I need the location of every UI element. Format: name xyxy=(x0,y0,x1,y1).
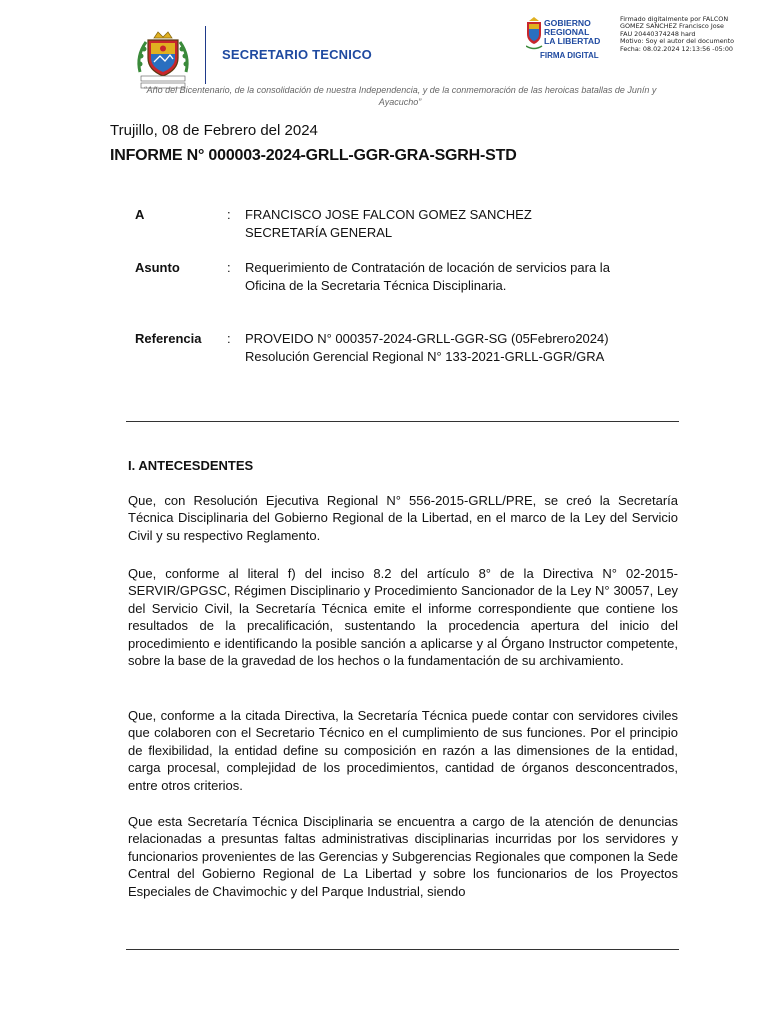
sig-line: GOMEZ SANCHEZ Francisco Jose xyxy=(620,22,724,31)
colon: : xyxy=(227,207,231,222)
reference-line: Resolución Gerencial Regional N° 133-2021-GRLL-GGR/GRA xyxy=(245,349,605,364)
reference-value xyxy=(245,330,665,366)
footer-separator-line xyxy=(126,949,679,950)
sig-logo-line3: LA LIBERTAD xyxy=(544,36,601,46)
subject-line: Requerimiento de Contratación de locación de servicios para la xyxy=(245,260,610,275)
firma-digital-label: FIRMA DIGITAL xyxy=(540,51,599,60)
sig-line: FAU 20440374248 hard xyxy=(620,29,696,38)
paragraph: Que, con Resolución Ejecutiva Regional N° 556-2015-GRLL/PRE, se creó la Secretaría Técnica Disciplinaria del Gobierno Regional de la Libertad, en el marco de la Ley del Servicio Civil y su respectivo Reglamento. xyxy=(128,493,678,543)
section-title: I. ANTECESDENTES xyxy=(128,458,254,473)
addressee-label: A xyxy=(135,207,145,222)
colon: : xyxy=(227,331,231,346)
department-title: SECRETARIO TECNICO xyxy=(222,47,372,62)
subject-value xyxy=(245,259,665,295)
digital-signature-details xyxy=(620,16,766,53)
sig-logo-line2: REGIONAL xyxy=(544,27,590,37)
subject-line: Oficina de la Secretaria Técnica Disciplinaria. xyxy=(245,278,507,293)
sig-line: Fecha: 08.02.2024 12:13:56 -05:00 xyxy=(620,44,733,53)
year-motto: “Año del Bicentenario, de la consolidación de nuestra Independencia, y de la conmemoración de las heroicas batallas de Junín y Ayacucho” xyxy=(143,85,657,107)
paragraph: Que esta Secretaría Técnica Disciplinaria se encuentra a cargo de la atención de denuncias relacionadas a presuntas faltas administrativas disciplinarias incurridas por los servidores y funcionarios provenientes de las Gerencias y Subgerencias Regionales que componen la Sede Central del Gobierno Regional de La Libertad y sobre los funcionarios de los Proyectos Especiales de Chavimochic y del Parque Industrial, siendo xyxy=(128,814,678,899)
regional-coat-of-arms-logo xyxy=(132,28,194,90)
reference-line: PROVEIDO N° 000357-2024-GRLL-GGR-SG (05Febrero2024) xyxy=(245,331,609,346)
addressee-value xyxy=(245,206,665,242)
paragraph: Que, conforme al literal f) del inciso 8.2 del artículo 8° de la Directiva N° 02-2015-SERVIR/GPGSC, Régimen Disciplinario y Procedimiento Sancionador de la Ley N° 30057, Ley del Servicio Civil, la Secretaría Técnica emite el informe correspondiente que contiene los resultados de la precalificación, sustentando la procedencia apertura del inicio del procedimiento e identificando la posible sanción a aplicarse y al Órgano Instructor competente, sobre la base de la gravedad de los hechos o la fundamentación de su archivamiento. xyxy=(128,566,678,669)
header-divider xyxy=(205,26,206,84)
sig-line: Firmado digitalmente por FALCON xyxy=(620,15,729,23)
date-line: Trujillo, 08 de Febrero del 2024 xyxy=(110,122,318,139)
addressee-office: SECRETARÍA GENERAL xyxy=(245,225,393,240)
gobierno-regional-firma-digital-logo xyxy=(526,16,618,62)
subject-label: Asunto xyxy=(135,260,180,275)
addressee-name: FRANCISCO JOSE FALCON GOMEZ SANCHEZ xyxy=(245,207,532,222)
report-title: INFORME N° 000003-2024-GRLL-GGR-GRA-SGRH-STD xyxy=(110,147,517,164)
reference-label: Referencia xyxy=(135,331,202,346)
sig-line: Motivo: Soy el autor del documento xyxy=(620,37,735,46)
header-separator-line xyxy=(126,421,679,422)
colon: : xyxy=(227,260,231,275)
paragraph: Que, conforme a la citada Directiva, la Secretaría Técnica puede contar con servidores civiles que colaboren con el Secretario Técnico en el cumplimiento de sus funciones. Por el principio de flexibilidad, la entidad define su composición en razón a las dimensiones de la entidad, carga procesal, complejidad de los procedimientos, cantidad de órganos desconcentrados, entre otros criterios. xyxy=(128,708,678,793)
sig-logo-line1: GOBIERNO xyxy=(544,18,591,28)
